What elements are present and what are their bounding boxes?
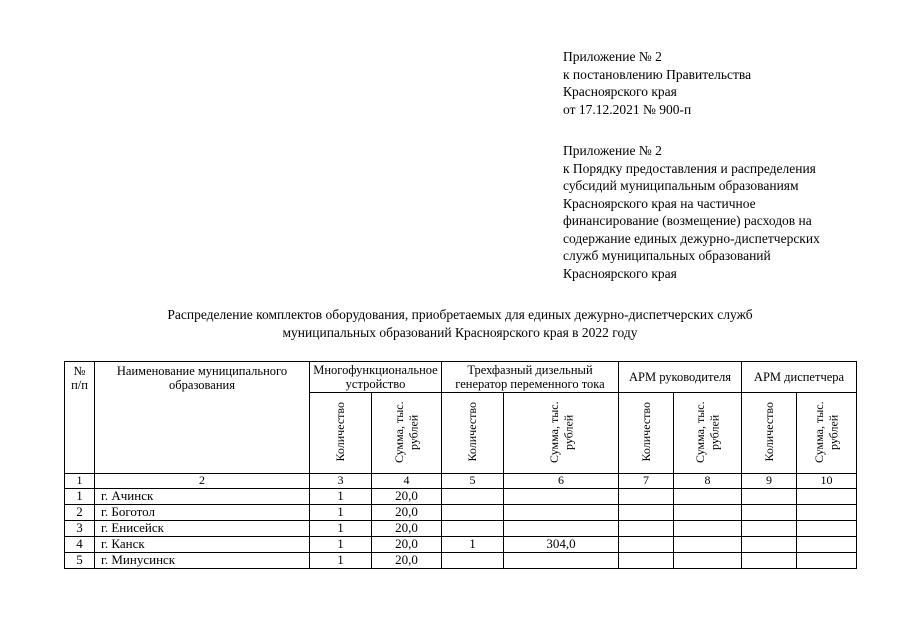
table-row bbox=[65, 521, 857, 537]
header-group-arm-head: АРМ руководителя bbox=[619, 362, 742, 393]
appendix-line: служб муниципальных образований bbox=[563, 248, 771, 263]
municipality-cell: г. Минусинск bbox=[95, 553, 310, 569]
row-number-cell: 2 bbox=[65, 505, 95, 521]
appendix-line: Красноярского края на частичное bbox=[563, 195, 756, 211]
header-qty bbox=[442, 393, 504, 474]
table-cell: 20,0 bbox=[372, 553, 442, 569]
table-header-group-row bbox=[65, 362, 857, 393]
municipality-cell: г. Енисейск bbox=[95, 521, 310, 537]
distribution-table bbox=[64, 361, 857, 569]
table-cell bbox=[442, 521, 504, 537]
table-cell bbox=[619, 521, 674, 537]
appendix-block-1 bbox=[563, 48, 820, 118]
table-cell: 20,0 bbox=[372, 521, 442, 537]
appendix-line: финансирование (возмещение) расходов на bbox=[563, 213, 812, 228]
table-cell: 20,0 bbox=[372, 489, 442, 505]
header-qty bbox=[310, 393, 372, 474]
table-row bbox=[65, 505, 857, 521]
table-cell bbox=[742, 489, 797, 505]
header-group-generator: Трехфазный дизельный генератор переменного тока bbox=[442, 362, 619, 393]
table-cell bbox=[504, 489, 619, 505]
table-cell: 20,0 bbox=[372, 537, 442, 553]
table-cell: 1 bbox=[310, 489, 372, 505]
column-number: 1 bbox=[65, 474, 95, 489]
table-cell: 1 bbox=[442, 537, 504, 553]
table-cell bbox=[504, 505, 619, 521]
table-cell bbox=[674, 489, 742, 505]
table-cell: 1 bbox=[310, 505, 372, 521]
column-number: 10 bbox=[797, 474, 857, 489]
column-number-row bbox=[65, 474, 857, 489]
document-title bbox=[40, 306, 880, 342]
row-number-cell: 3 bbox=[65, 521, 95, 537]
table-cell bbox=[504, 553, 619, 569]
vertical-label: Количество bbox=[638, 401, 653, 462]
header-sum bbox=[504, 393, 619, 474]
appendix-line: содержание единых дежурно-диспетчерских bbox=[563, 230, 820, 246]
row-number-cell: 1 bbox=[65, 489, 95, 505]
appendix-line: Приложение № 2 bbox=[563, 143, 662, 158]
table-cell bbox=[504, 521, 619, 537]
table-cell: 1 bbox=[310, 537, 372, 553]
table-cell bbox=[797, 553, 857, 569]
column-number: 8 bbox=[674, 474, 742, 489]
table-cell bbox=[674, 553, 742, 569]
municipality-cell: г. Канск bbox=[95, 537, 310, 553]
appendix-line: Красноярского края bbox=[563, 84, 677, 99]
table-cell bbox=[742, 505, 797, 521]
row-number-cell: 4 bbox=[65, 537, 95, 553]
table-cell bbox=[797, 489, 857, 505]
table-cell bbox=[797, 505, 857, 521]
vertical-label: Количество bbox=[761, 401, 776, 462]
appendix-block-2 bbox=[563, 142, 820, 282]
appendix-line: субсидий муниципальным образованиям bbox=[563, 178, 799, 193]
table-cell bbox=[619, 553, 674, 569]
header-group-mfu: Многофункциональное устройство bbox=[310, 362, 442, 393]
header-num: № п/п bbox=[65, 362, 95, 474]
municipality-cell: г. Ачинск bbox=[95, 489, 310, 505]
column-number: 6 bbox=[504, 474, 619, 489]
header-sum bbox=[797, 393, 857, 474]
column-number: 3 bbox=[310, 474, 372, 489]
table-cell bbox=[674, 521, 742, 537]
table-cell bbox=[742, 537, 797, 553]
table-cell bbox=[797, 521, 857, 537]
vertical-label: Сумма, тыс. рублей bbox=[693, 400, 722, 463]
appendix-header bbox=[563, 48, 820, 282]
vertical-label: Количество bbox=[333, 401, 348, 462]
table-cell: 20,0 bbox=[372, 505, 442, 521]
table-cell: 1 bbox=[310, 553, 372, 569]
document-title-line-2: муниципальных образований Красноярского края в 2022 году bbox=[282, 325, 638, 340]
table-row bbox=[65, 553, 857, 569]
table-cell bbox=[442, 489, 504, 505]
table-cell bbox=[674, 505, 742, 521]
vertical-label: Сумма, тыс. рублей bbox=[392, 400, 421, 463]
header-sum bbox=[372, 393, 442, 474]
appendix-line: Красноярского края bbox=[563, 265, 677, 281]
vertical-label: Сумма, тыс. рублей bbox=[812, 400, 841, 463]
header-group-arm-dispatcher: АРМ диспетчера bbox=[742, 362, 857, 393]
table-cell bbox=[619, 505, 674, 521]
table-cell: 1 bbox=[310, 521, 372, 537]
header-sum bbox=[674, 393, 742, 474]
column-number: 4 bbox=[372, 474, 442, 489]
table-row bbox=[65, 537, 857, 553]
table-cell bbox=[797, 537, 857, 553]
row-number-cell: 5 bbox=[65, 553, 95, 569]
column-number: 9 bbox=[742, 474, 797, 489]
document-title-line-1: Распределение комплектов оборудования, приобретаемых для единых дежурно-диспетчерских служб bbox=[167, 307, 753, 322]
vertical-label: Сумма, тыс. рублей bbox=[546, 400, 575, 463]
appendix-line: к постановлению Правительства bbox=[563, 66, 752, 82]
column-number: 5 bbox=[442, 474, 504, 489]
header-qty bbox=[619, 393, 674, 474]
table-cell bbox=[742, 521, 797, 537]
column-number: 2 bbox=[95, 474, 310, 489]
municipality-cell: г. Боготол bbox=[95, 505, 310, 521]
vertical-label: Количество bbox=[465, 401, 480, 462]
table-row bbox=[65, 489, 857, 505]
column-number: 7 bbox=[619, 474, 674, 489]
table-cell: 304,0 bbox=[504, 537, 619, 553]
table-cell bbox=[674, 537, 742, 553]
table-cell bbox=[619, 537, 674, 553]
table-cell bbox=[742, 553, 797, 569]
appendix-line: Приложение № 2 bbox=[563, 49, 662, 64]
appendix-line: к Порядку предоставления и распределения bbox=[563, 160, 816, 176]
appendix-line: от 17.12.2021 № 900-п bbox=[563, 101, 692, 117]
table-cell bbox=[442, 505, 504, 521]
header-municipality: Наименование муниципального образования bbox=[95, 362, 310, 474]
header-qty bbox=[742, 393, 797, 474]
table-cell bbox=[619, 489, 674, 505]
table-cell bbox=[442, 553, 504, 569]
